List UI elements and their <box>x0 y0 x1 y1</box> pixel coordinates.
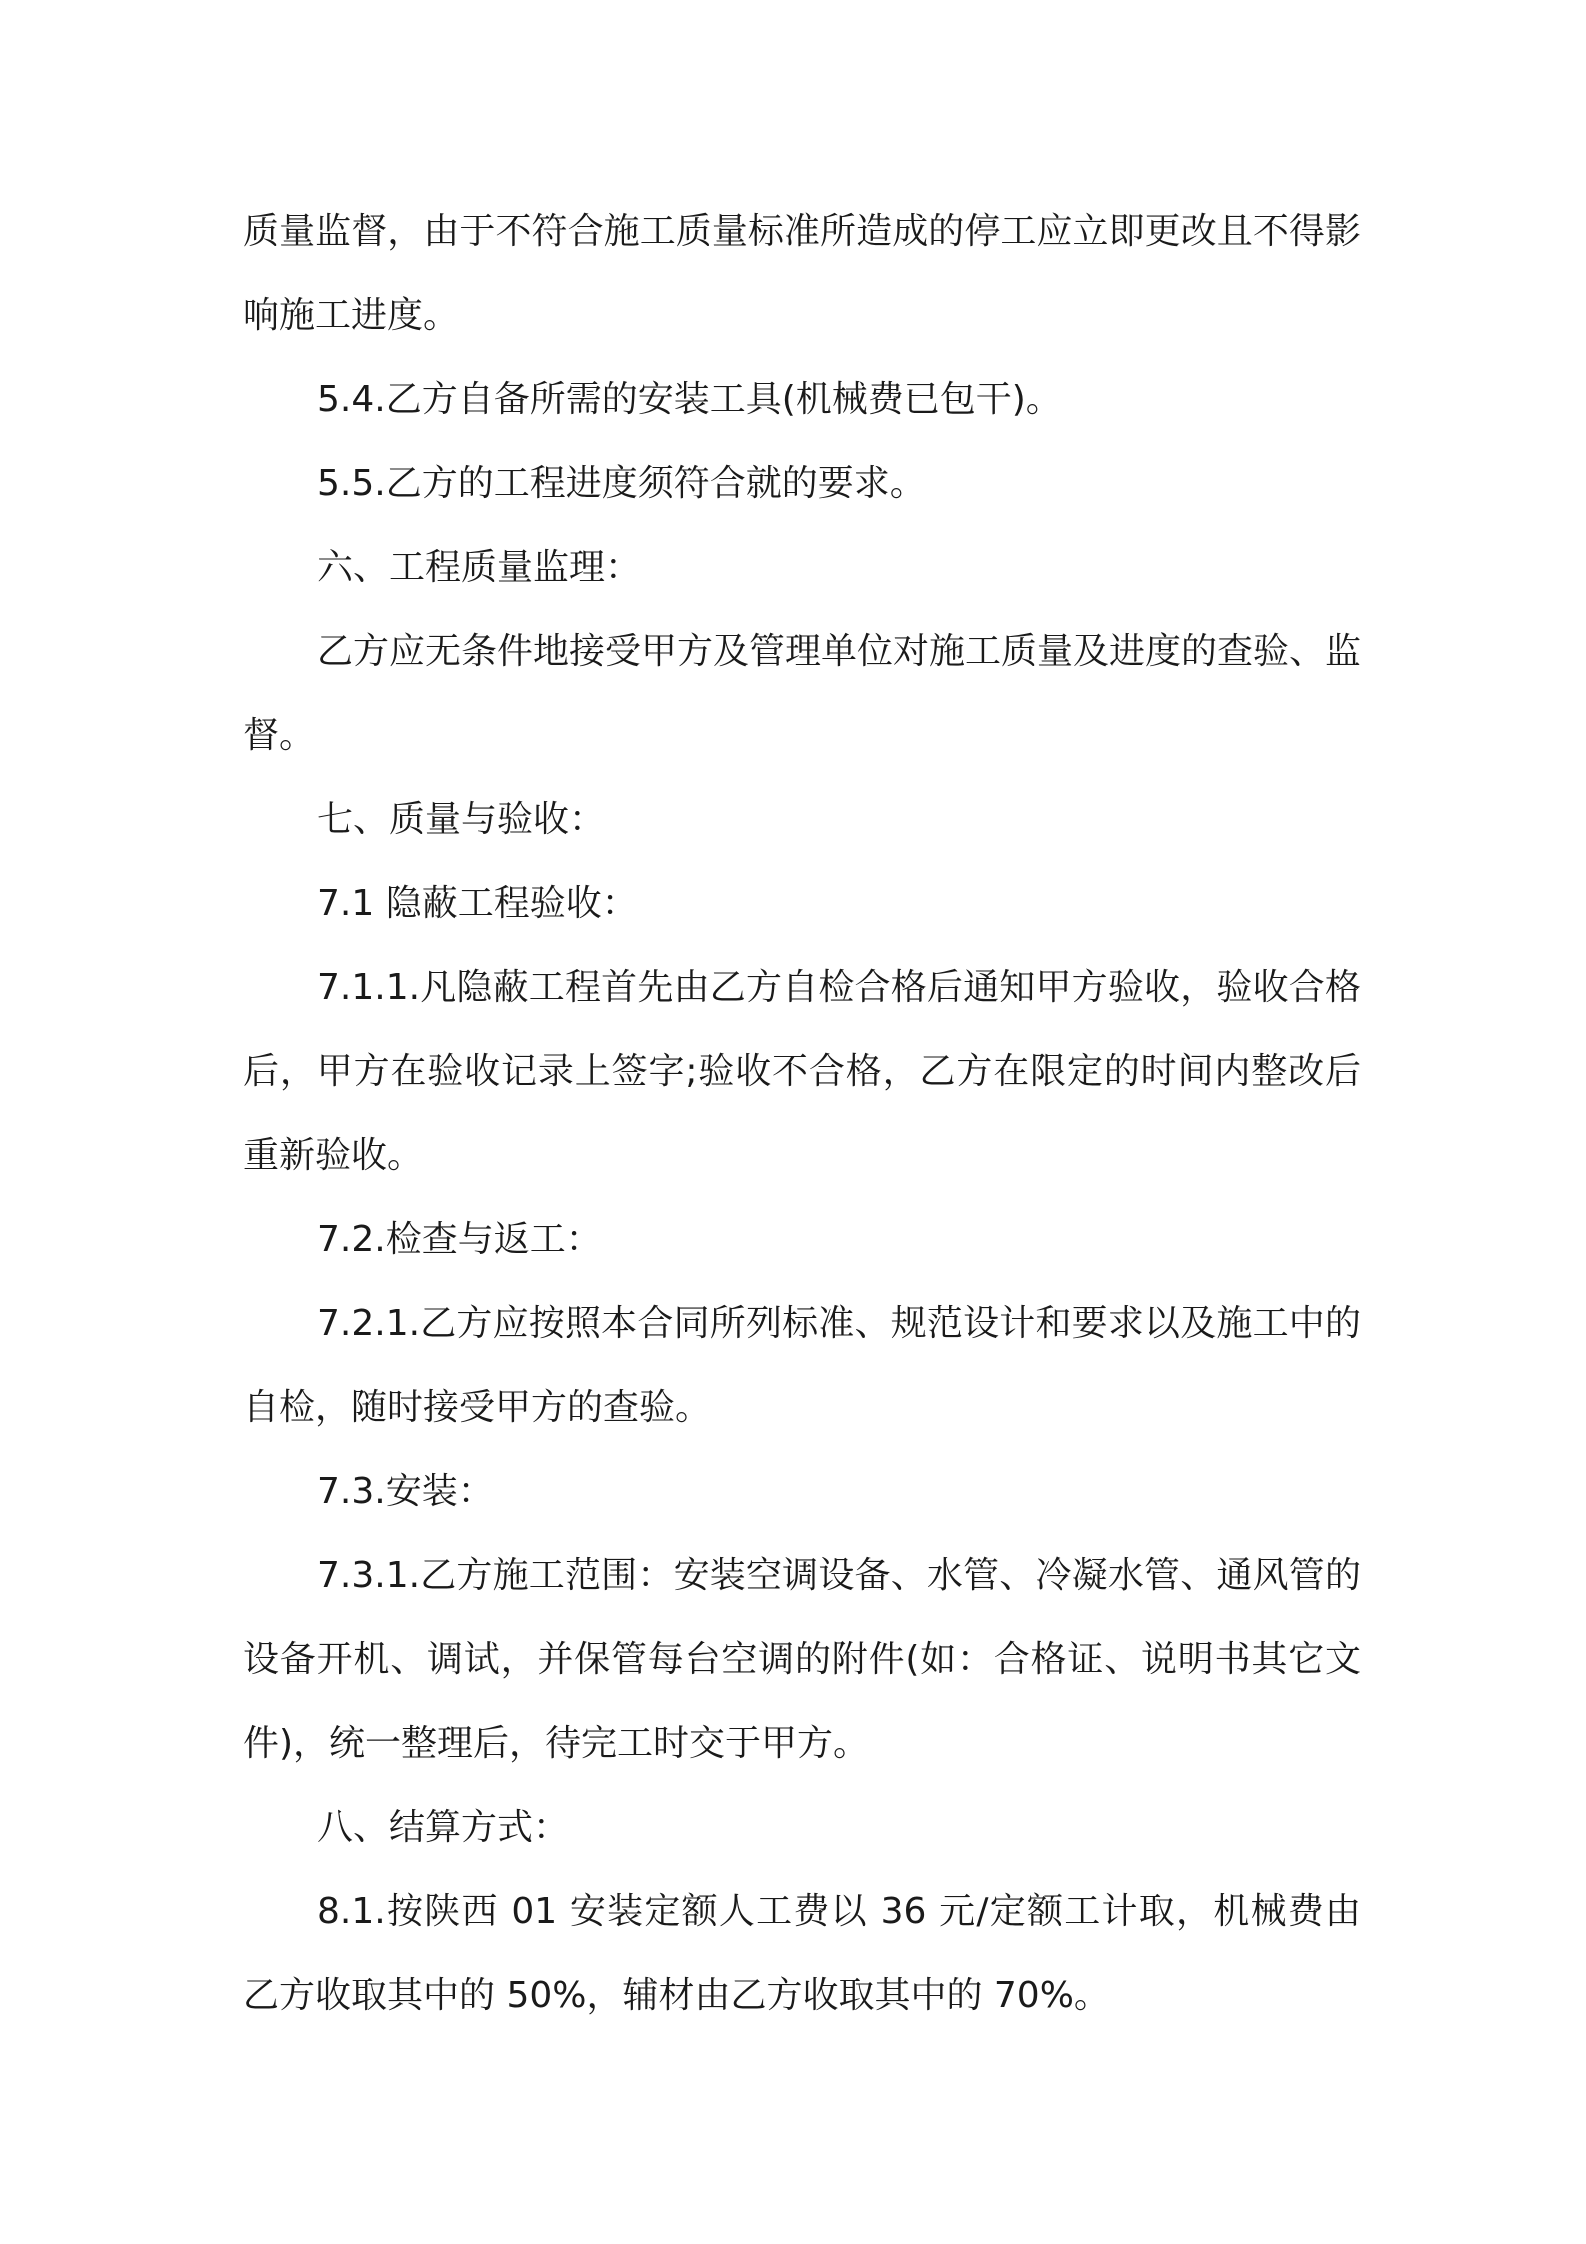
paragraph-7-3-1: 7.3.1.乙方施工范围：安装空调设备、水管、冷凝水管、通风管的设备开机、调试，并保管每台空调的附件(如：合格证、说明书其它文件)，统一整理后，待完工时交于甲方。 <box>243 1555 1361 1764</box>
paragraph-quality-supervision-continued: 质量监督，由于不符合施工质量标准所造成的停工应立即更改且不得影响施工进度。 <box>243 211 1361 336</box>
paragraph-5-4: 5.4.乙方自备所需的安装工具(机械费已包干)。 <box>317 379 1062 420</box>
heading-section-8: 八、结算方式： <box>317 1807 570 1848</box>
paragraph-8-1: 8.1.按陕西 01 安装定额人工费以 36 元/定额工计取，机械费由乙方收取其中的 50%，辅材由乙方收取其中的 70%。 <box>243 1891 1361 2016</box>
paragraph-section-6-body: 乙方应无条件地接受甲方及管理单位对施工质量及进度的查验、监督。 <box>243 631 1362 756</box>
heading-7-2: 7.2.检查与返工： <box>317 1219 602 1260</box>
paragraph-7-1-1: 7.1.1.凡隐蔽工程首先由乙方自检合格后通知甲方验收，验收合格后，甲方在验收记录上签字;验收不合格，乙方在限定的时间内整改后重新验收。 <box>243 967 1361 1176</box>
heading-7-1: 7.1 隐蔽工程验收： <box>317 883 638 924</box>
heading-section-6: 六、工程质量监理： <box>317 547 642 588</box>
paragraph-7-2-1: 7.2.1.乙方应按照本合同所列标准、规范设计和要求以及施工中的自检，随时接受甲方的查验。 <box>243 1303 1361 1428</box>
heading-section-7: 七、质量与验收： <box>317 799 606 840</box>
paragraph-5-5: 5.5.乙方的工程进度须符合就的要求。 <box>317 463 926 504</box>
document-body <box>243 190 1361 2038</box>
heading-7-3: 7.3.安装： <box>317 1471 494 1512</box>
